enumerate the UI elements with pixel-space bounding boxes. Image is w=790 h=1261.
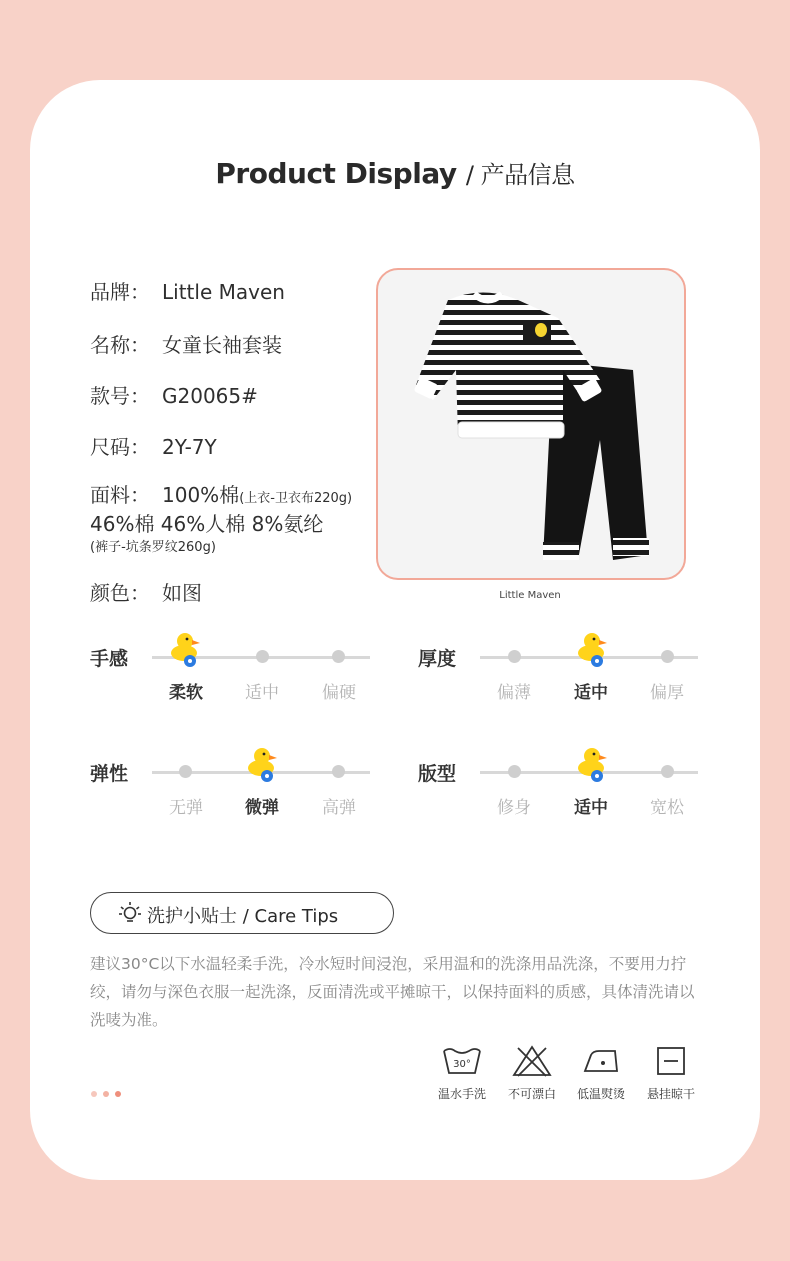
rating-dot (661, 650, 674, 663)
no-bleach-icon (512, 1045, 552, 1077)
product-image (376, 268, 686, 580)
spec-brand: 品牌： Little Maven (90, 280, 285, 304)
duck-marker-icon (245, 747, 281, 785)
duck-marker-icon (575, 747, 611, 785)
care-tips-text: 建议30°C以下水温轻柔手洗，冷水短时间浸泡，采用温和的洗涤用品洗涤，不要用力拧绞，请勿与深色衣服一起洗涤，反面清洗或平摊晾干，以保持面料的质感，具体清洗请以洗唛为准。 (90, 955, 695, 1029)
photo-caption: Little Maven (499, 590, 561, 601)
svg-text:30°: 30° (453, 1059, 471, 1070)
rating-label-elasticity: 弹性 (90, 763, 129, 785)
rating-option-selected: 适中 (574, 798, 608, 818)
title-cn: / 产品信息 (465, 161, 575, 189)
spec-fabric-line2: 46%棉 46%人棉 8%氨纶 (90, 512, 324, 536)
spec-fabric-note2: (裤子-坑条罗纹260g) (90, 540, 216, 555)
rating-label-feel: 手感 (90, 648, 129, 670)
rating-option-selected: 柔软 (169, 683, 203, 703)
duck-marker-icon (575, 632, 611, 670)
rating-option: 适中 (245, 683, 279, 703)
rating-dot (508, 650, 521, 663)
pagination-dot (103, 1091, 109, 1097)
hand-wash-30-icon (442, 1045, 482, 1077)
rating-dot (332, 650, 345, 663)
outfit-illustration (378, 270, 684, 578)
care-icon-hang-dry: 悬挂晾干 (636, 1045, 706, 1102)
spec-fabric: 面料： 100%棉(上衣-卫衣布220g) (90, 483, 353, 507)
spec-style-no: 款号： G20065# (90, 384, 258, 408)
rating-option-selected: 适中 (574, 683, 608, 703)
rating-option: 偏薄 (497, 683, 531, 703)
pagination-dot (91, 1091, 97, 1097)
care-tips-title: 洗护小贴士 / Care Tips (147, 906, 339, 927)
rating-option: 宽松 (650, 798, 684, 818)
rating-option-selected: 微弹 (245, 798, 279, 818)
low-iron-icon (581, 1045, 621, 1077)
rating-dot (508, 765, 521, 778)
rating-dot (179, 765, 192, 778)
rating-label-fit: 版型 (418, 763, 457, 785)
hang-dry-icon (651, 1045, 691, 1077)
care-icon-low-iron: 低温熨烫 (566, 1045, 636, 1102)
rating-option: 偏厚 (650, 683, 684, 703)
pagination-dot (115, 1091, 121, 1097)
rating-option: 无弹 (169, 798, 203, 818)
spec-name: 名称： 女童长袖套装 (90, 333, 282, 357)
spec-color: 颜色： 如图 (90, 581, 202, 605)
rating-option: 修身 (497, 798, 531, 818)
rating-option: 偏硬 (322, 683, 356, 703)
rating-label-thickness: 厚度 (418, 648, 457, 670)
care-tips-heading (90, 892, 394, 934)
duck-marker-icon (168, 632, 204, 670)
page-title (0, 155, 790, 190)
title-en: Product Display (215, 157, 457, 190)
care-icon-no-bleach: 不可漂白 (497, 1045, 567, 1102)
rating-option: 高弹 (322, 798, 356, 818)
care-icon-hand-wash: 30° 温水手洗 (427, 1045, 497, 1102)
spec-size: 尺码： 2Y-7Y (90, 435, 217, 459)
lightbulb-icon (119, 901, 141, 925)
rating-dot (661, 765, 674, 778)
rating-dot (256, 650, 269, 663)
rating-dot (332, 765, 345, 778)
